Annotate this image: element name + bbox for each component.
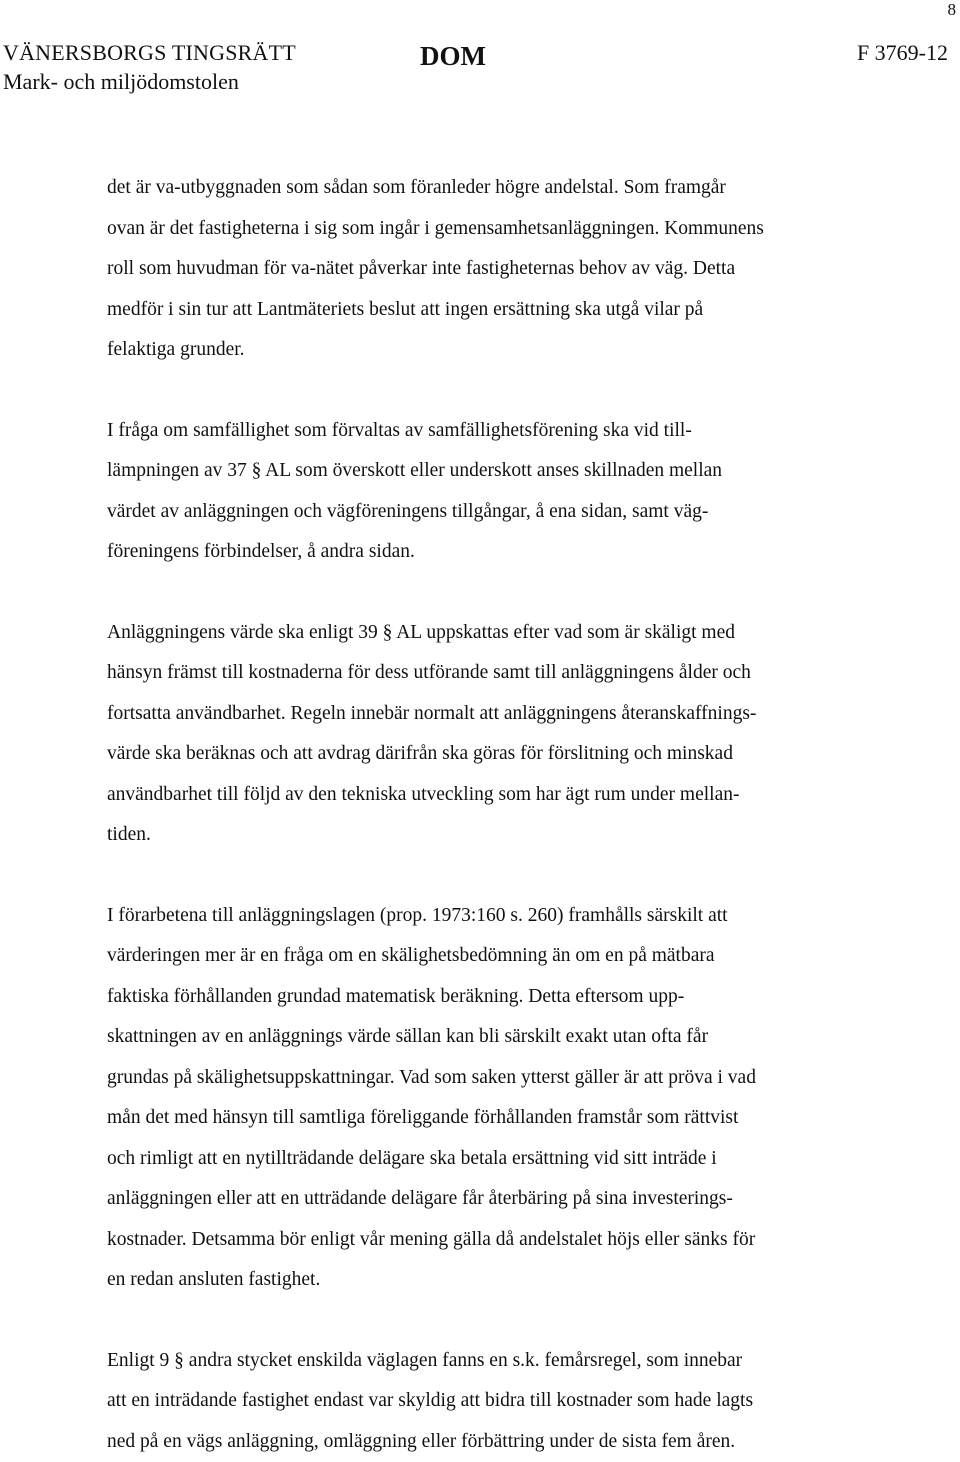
text-line: roll som huvudman för va-nätet påverkar inte fastigheternas behov av väg. Detta (107, 249, 902, 290)
page-number: 8 (948, 0, 957, 20)
text-line: ovan är det fastigheterna i sig som ingår i gemensamhetsanläggningen. Kommunens (107, 209, 902, 250)
court-department: Mark- och miljödomstolen (3, 67, 239, 97)
case-number: F 3769-12 (857, 38, 948, 68)
text-line: värde ska beräknas och att avdrag därifrån ska göras för förslitning och minskad (107, 734, 902, 775)
text-line: föreningens förbindelser, å andra sidan. (107, 532, 902, 573)
court-name: VÄNERSBORGS TINGSRÄTT (3, 38, 296, 68)
text-line: hänsyn främst till kostnaderna för dess utförande samt till anläggningens ålder och (107, 653, 902, 694)
text-line: fortsatta användbarhet. Regeln innebär normalt att anläggningens återanskaffnings- (107, 694, 902, 735)
text-line: kostnader. Detsamma bör enligt vår mening gälla då andelstalet höjs eller sänks för (107, 1220, 902, 1261)
text-line: värderingen mer är en fråga om en skälighetsbedömning än om en på mätbara (107, 936, 902, 977)
paragraph (107, 411, 902, 573)
text-line: Enligt 9 § andra stycket enskilda väglagen fanns en s.k. femårsregel, som innebar (107, 1341, 902, 1382)
text-line: grundas på skälighetsuppskattningar. Vad som saken ytterst gäller är att pröva i vad (107, 1058, 902, 1099)
text-line: Anläggningens värde ska enligt 39 § AL uppskattas efter vad som är skäligt med (107, 613, 902, 654)
text-line: faktiska förhållanden grundad matematisk beräkning. Detta eftersom upp- (107, 977, 902, 1018)
text-line: tiden. (107, 815, 902, 856)
text-line: felaktiga grunder. (107, 330, 902, 371)
text-line: skattningen av en anläggnings värde sällan kan bli särskilt exakt utan ofta får (107, 1017, 902, 1058)
document-body (107, 168, 902, 1462)
document-type: DOM (420, 38, 486, 74)
text-line: en redan ansluten fastighet. (107, 1260, 902, 1301)
text-line: det är va-utbyggnaden som sådan som föranleder högre andelstal. Som framgår (107, 168, 902, 209)
document-header (0, 38, 960, 98)
paragraph (107, 896, 902, 1301)
text-line: att en inträdande fastighet endast var skyldig att bidra till kostnader som hade lagts (107, 1381, 902, 1422)
paragraph (107, 613, 902, 856)
paragraph (107, 168, 902, 371)
text-line: mån det med hänsyn till samtliga föreliggande förhållanden framstår som rättvist (107, 1098, 902, 1139)
paragraph (107, 1341, 902, 1462)
text-line: I förarbetena till anläggningslagen (prop. 1973:160 s. 260) framhålls särskilt att (107, 896, 902, 937)
text-line: lämpningen av 37 § AL som överskott eller underskott anses skillnaden mellan (107, 451, 902, 492)
text-line: och rimligt att en nytillträdande delägare ska betala ersättning vid sitt inträde i (107, 1139, 902, 1180)
text-line: värdet av anläggningen och vägföreningens tillgångar, å ena sidan, samt väg- (107, 492, 902, 533)
text-line: ned på en vägs anläggning, omläggning eller förbättring under de sista fem åren. (107, 1422, 902, 1462)
text-line: I fråga om samfällighet som förvaltas av samfällighetsförening ska vid till- (107, 411, 902, 452)
text-line: användbarhet till följd av den tekniska utveckling som har ägt rum under mellan- (107, 775, 902, 816)
text-line: anläggningen eller att en utträdande delägare får återbäring på sina investerings- (107, 1179, 902, 1220)
text-line: medför i sin tur att Lantmäteriets beslut att ingen ersättning ska utgå vilar på (107, 290, 902, 331)
